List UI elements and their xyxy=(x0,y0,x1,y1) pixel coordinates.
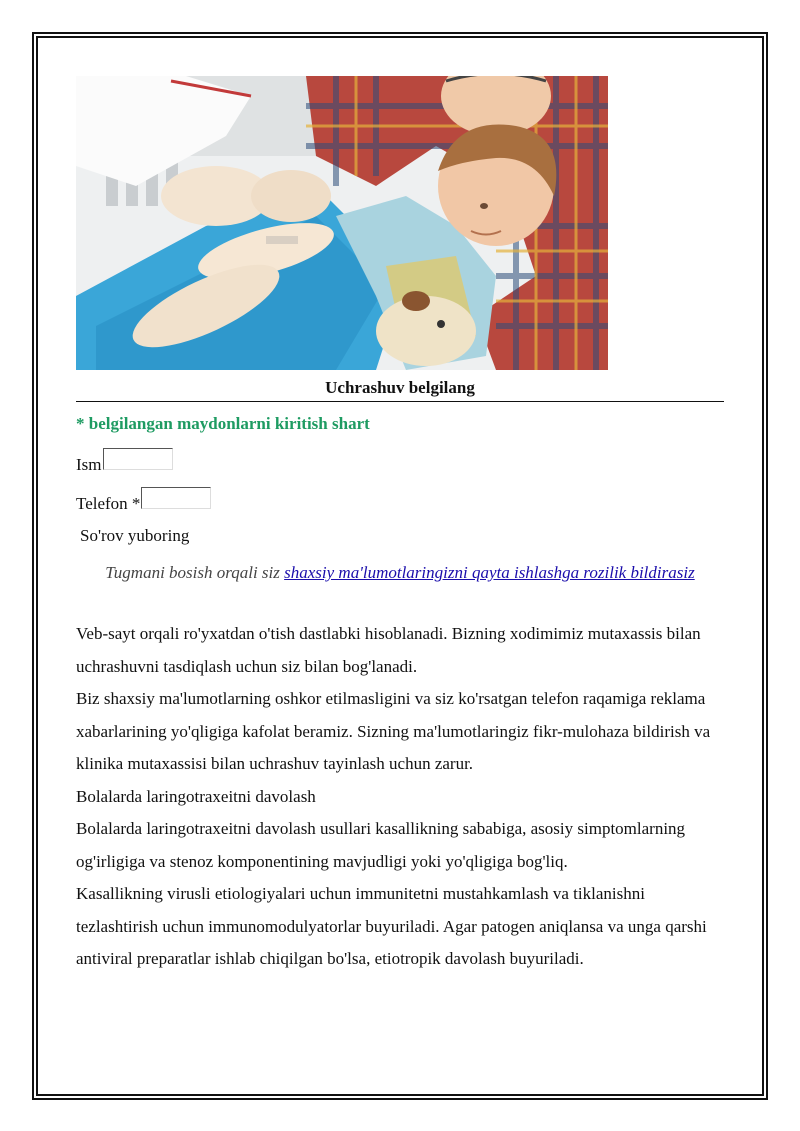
name-input[interactable] xyxy=(103,448,173,470)
paragraph-privacy: Biz shaxsiy ma'lumotlarning oshkor etilmasligini va siz ko'rsatgan telefon raqamiga reklama xabarlarining yo'qligiga kafolat beramiz. Sizning ma'lumotlaringiz fikr-mulohaza bildirish va klinika mutaxassisi bilan uchrashuv tayinlash uchun zarur. xyxy=(76,689,711,773)
medical-photo xyxy=(76,76,608,370)
name-label: Ism xyxy=(76,455,102,474)
submit-button[interactable]: So'rov yuboring xyxy=(80,526,190,545)
paragraph-viral: Kasallikning virusli etiologiyalari uchun immunitetni mustahkamlash va tiklanishni tezlashtirish uchun immunomodulyatorlar buyuriladi. Agar patogen aniqlansa va unga qarshi antiviral preparatlar ishlab chiqilgan bo'lsa, etiotropik davolash buyuriladi. xyxy=(76,884,707,968)
consent-note xyxy=(76,557,724,589)
phone-label: Telefon * xyxy=(76,494,141,513)
name-field-row xyxy=(76,454,173,476)
phone-input[interactable] xyxy=(141,487,211,509)
section-heading: Bolalarda laringotraxeitni davolash xyxy=(76,786,316,806)
content-area xyxy=(76,76,724,370)
article-body xyxy=(76,618,726,976)
form-title: Uchrashuv belgilang xyxy=(76,378,724,402)
consent-link[interactable]: shaxsiy ma'lumotlaringizni qayta ishlashga rozilik bildirasiz xyxy=(284,563,695,582)
photo-illustration xyxy=(76,76,608,370)
required-fields-note: * belgilangan maydonlarni kiritish shart xyxy=(76,414,370,433)
paragraph-registration: Veb-sayt orqali ro'yxatdan o'tish dastlabki hisoblanadi. Bizning xodimimiz mutaxassis bilan uchrashuvni tasdiqlash uchun siz bilan bog'lanadi. xyxy=(76,624,701,676)
phone-field-row xyxy=(76,493,211,515)
paragraph-treatment: Bolalarda laringotraxeitni davolash usullari kasallikning sababiga, asosiy simptomlarning og'irligiga va stenoz komponentining mavjudligi yoki yo'qligiga bog'liq. xyxy=(76,819,686,871)
consent-prefix: Tugmani bosish orqali siz xyxy=(105,563,285,582)
